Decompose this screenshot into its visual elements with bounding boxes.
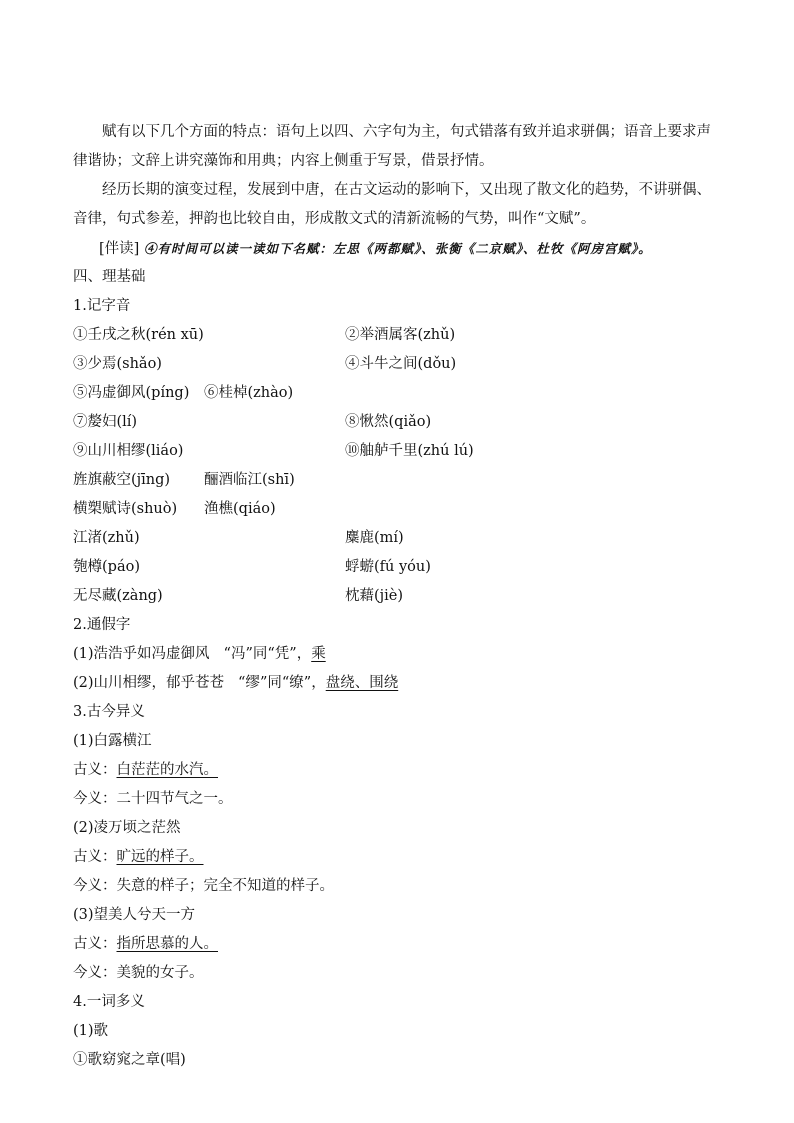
pron-item: 麋鹿(mí) [345,530,404,546]
old-answer: 白茫茫的水汽。 [116,762,218,778]
yici-heading: 4.一词多义 [73,994,145,1010]
pron-item: ⑨山川相缪(liáo) [73,443,184,459]
gujin-old-meaning [73,843,204,872]
pron-item: ⑥桂棹(zhào) [204,385,294,401]
gujin-new-meaning: 今义：失意的样子；完全不知道的样子。 [73,878,334,894]
pron-item: 匏樽(páo) [73,559,140,575]
old-answer: 旷远的样子。 [116,849,204,865]
pron-item: ⑧愀然(qiǎo) [345,414,432,430]
pron-item: ①壬戌之秋(rén xū) [73,327,204,343]
intro-para2-line1: 经历长期的演变过程，发展到中唐，在古文运动的影响下，又出现了散文化的趋势，不讲骈偶、 [102,182,711,198]
pron-item: ②举酒属客(zhǔ) [345,327,456,343]
yici-sub: (1)歌 [73,1023,109,1039]
old-answer: 指所思慕的人。 [116,936,218,952]
pron-item: 无尽藏(zàng) [73,588,163,604]
intro-para2-line2: 音律，句式参差，押韵也比较自由，形成散文式的清新流畅的气势，叫作“文赋”。 [73,211,596,227]
pron-item: 旌旗蔽空(jīng) [73,472,171,488]
section-title: 四、理基础 [73,269,146,285]
reading-tag: [伴读] [99,241,140,257]
old-label: 古义： [73,936,117,952]
reading-note [99,234,749,264]
tongjia-note: “缪”同“缭”， [238,675,326,691]
pron-item: 酾酒临江(shī) [204,472,295,488]
pron-item: 渔樵(qiáo) [204,501,276,517]
yici-item: ①歌窈窕之章(唱) [73,1052,186,1068]
pron-item: 蜉蝣(fú yóu) [345,559,431,575]
pron-item: ⑦嫠妇(lí) [73,414,138,430]
gujin-new-meaning: 今义：美貌的女子。 [73,965,204,981]
tongjia-answer: 盘绕、围绕 [325,675,399,691]
intro-para1-line1: 赋有以下几个方面的特点：语句上以四、六字句为主，句式错落有致并追求骈偶；语音上要求声 [102,124,711,140]
gujin-old-meaning [73,930,218,959]
tongjia-heading: 2.通假字 [73,617,131,633]
intro-para1-line2: 律谐协；文辞上讲究藻饰和用典；内容上侧重于写景，借景抒情。 [73,153,494,169]
pron-item: 江渚(zhǔ) [73,530,140,546]
tongjia-phrase: (1)浩浩乎如冯虚御风 [73,646,210,662]
gujin-new-meaning: 今义：二十四节气之一。 [73,791,233,807]
old-label: 古义： [73,849,117,865]
pron-item: ③少焉(shǎo) [73,356,162,372]
gujin-old-meaning [73,756,218,785]
pron-item: ⑤冯虚御风(píng) [73,385,190,401]
gujin-phrase: (1)白露横江 [73,733,152,749]
tongjia-item-1 [73,640,326,669]
tongjia-phrase: (2)山川相缪，郁乎苍苍 [73,675,225,691]
pron-item: 枕藉(jiè) [345,588,404,604]
pron-item: ⑩舳舻千里(zhú lú) [345,443,474,459]
gujin-heading: 3.古今异义 [73,704,145,720]
pronunciation-heading: 1.记字音 [73,298,131,314]
tongjia-answer: 乘 [311,646,326,662]
pron-item: 横槊赋诗(shuò) [73,501,178,517]
old-label: 古义： [73,762,117,778]
gujin-phrase: (2)凌万顷之茫然 [73,820,181,836]
tongjia-note: “冯”同“凭”， [223,646,312,662]
gujin-phrase: (3)望美人兮天一方 [73,907,196,923]
reading-note-text: ④有时间可以读一读如下名赋：左思《两都赋》、张衡《二京赋》、杜牧《阿房宫赋》。 [143,241,652,256]
pron-item: ④斗牛之间(dǒu) [345,356,457,372]
tongjia-item-2 [73,669,398,698]
